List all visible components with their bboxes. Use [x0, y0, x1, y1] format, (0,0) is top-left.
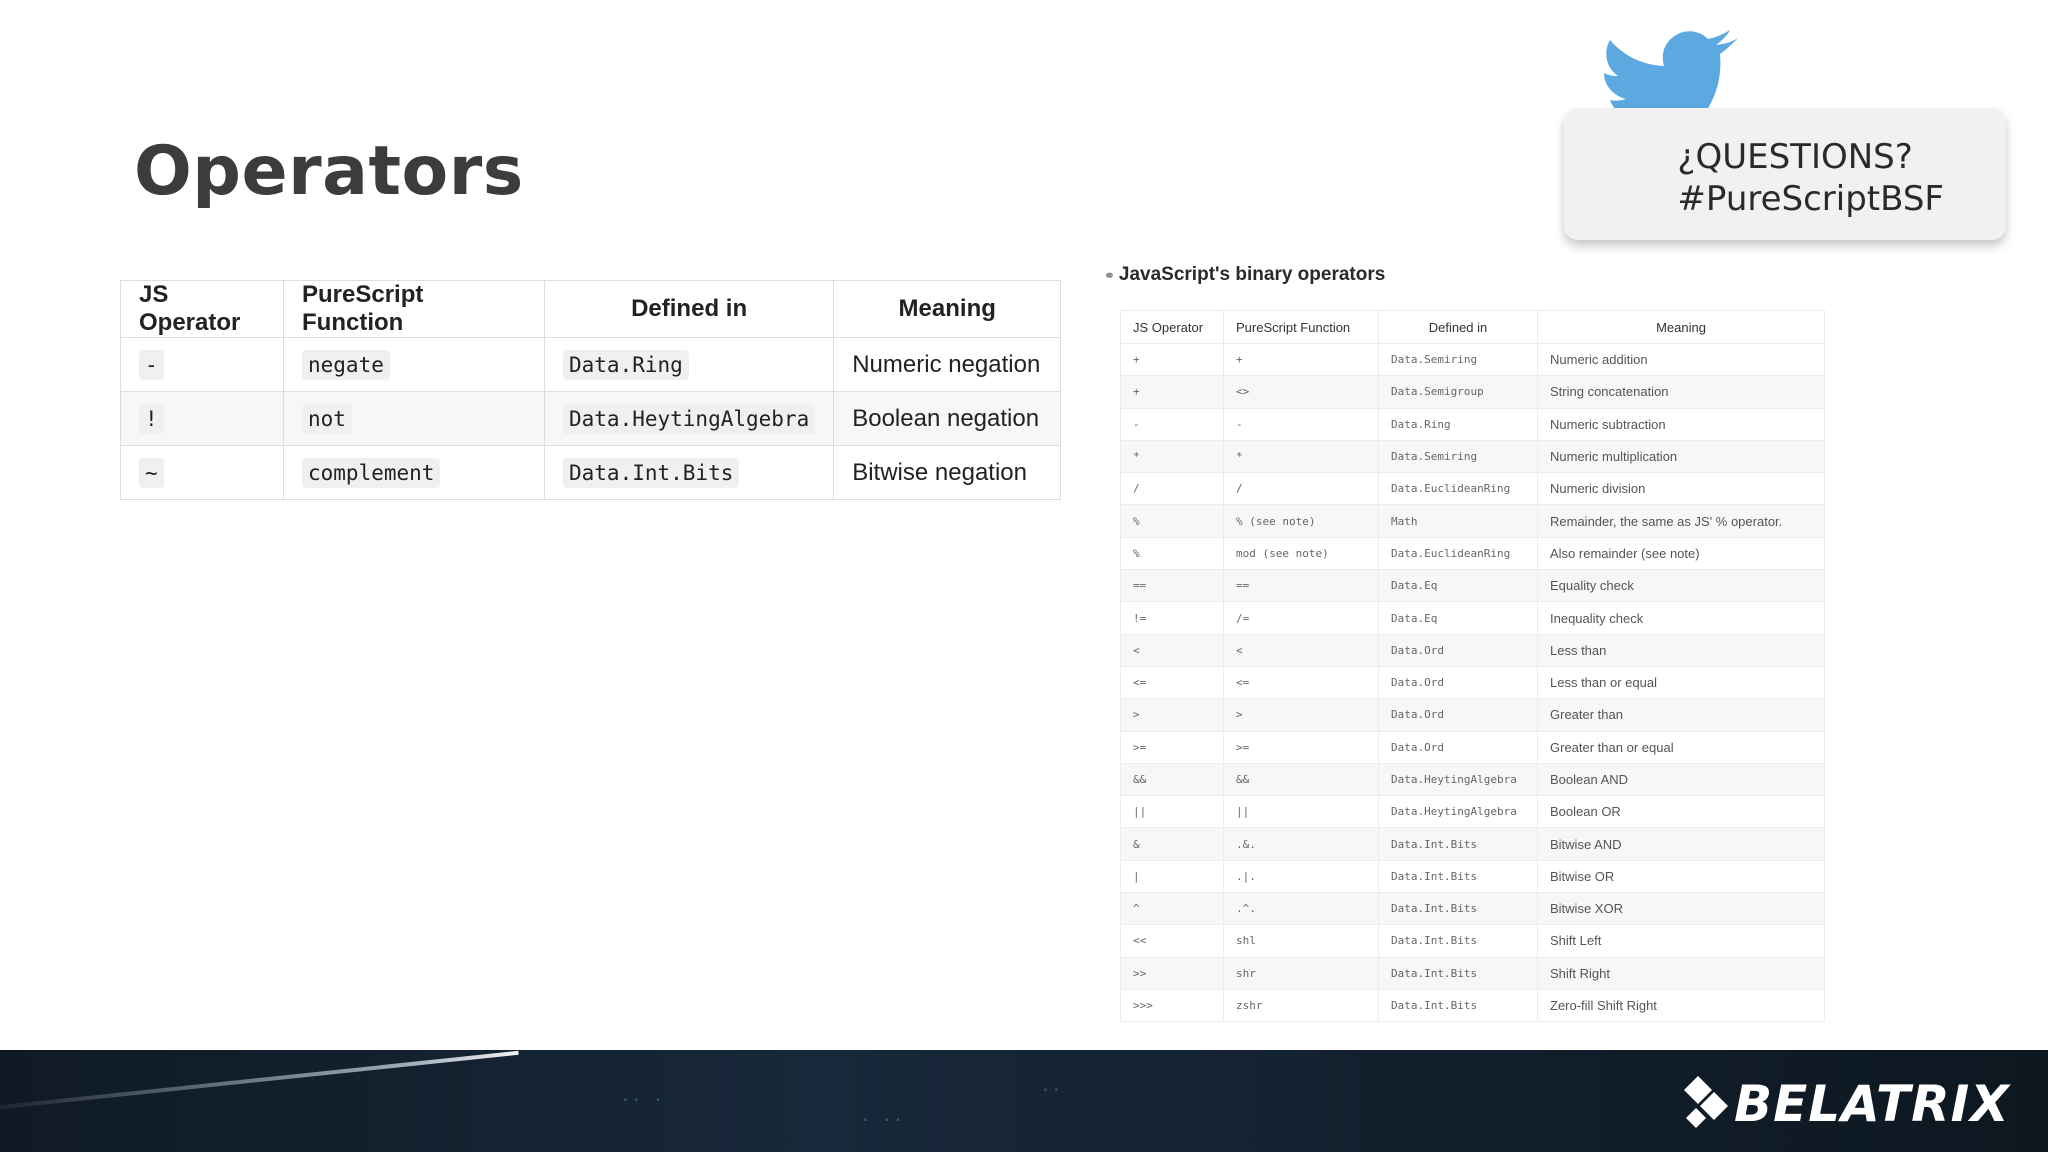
module-cell: Data.Semiring: [1379, 344, 1538, 376]
js-operator-cell: &&: [1121, 763, 1224, 795]
binary-operators-table: [1120, 310, 1825, 1022]
js-operator-cell: <<: [1121, 925, 1224, 957]
meaning-cell: Numeric division: [1538, 473, 1825, 505]
meaning-cell: Remainder, the same as JS' % operator.: [1538, 505, 1825, 537]
js-operator-cell: |: [1121, 860, 1224, 892]
js-operator-cell: &: [1121, 828, 1224, 860]
js-operator-cell: >=: [1121, 731, 1224, 763]
js-operator-cell: /: [1121, 473, 1224, 505]
module-cell: Math: [1379, 505, 1538, 537]
module-cell: Data.HeytingAlgebra: [1379, 763, 1538, 795]
purescript-function-cell: not: [302, 404, 352, 434]
table-row: [1121, 344, 1825, 376]
purescript-function-cell: <: [1224, 634, 1379, 666]
table-row: [1121, 376, 1825, 408]
table-row: [1121, 989, 1825, 1021]
purescript-function-cell: /=: [1224, 602, 1379, 634]
module-cell: Data.Ring: [563, 350, 689, 380]
table-row: [1121, 634, 1825, 666]
js-operator-cell: %: [1121, 505, 1224, 537]
col-header-purescript-function: PureScript Function: [1224, 311, 1379, 344]
module-cell: Data.Eq: [1379, 570, 1538, 602]
module-cell: Data.Int.Bits: [1379, 860, 1538, 892]
js-operator-cell: ==: [1121, 570, 1224, 602]
meaning-cell: Greater than or equal: [1538, 731, 1825, 763]
purescript-function-cell: /: [1224, 473, 1379, 505]
purescript-function-cell: % (see note): [1224, 505, 1379, 537]
module-cell: Data.EuclideanRing: [1379, 537, 1538, 569]
table-row: [1121, 570, 1825, 602]
module-cell: Data.HeytingAlgebra: [1379, 796, 1538, 828]
table-row: [1121, 925, 1825, 957]
belatrix-logo-text: BELATRIX: [1734, 1075, 2010, 1133]
js-operator-cell: >: [1121, 699, 1224, 731]
meaning-cell: Numeric multiplication: [1538, 440, 1825, 472]
purescript-function-cell: shl: [1224, 925, 1379, 957]
table-row: [1121, 957, 1825, 989]
purescript-function-cell: negate: [302, 350, 390, 380]
meaning-cell: Numeric addition: [1538, 344, 1825, 376]
table-row: [1121, 796, 1825, 828]
table-row: [121, 338, 1061, 392]
col-header-defined-in: Defined in: [1379, 311, 1538, 344]
module-cell: Data.Int.Bits: [563, 458, 739, 488]
js-operator-cell: -: [1121, 408, 1224, 440]
purescript-function-cell: zshr: [1224, 989, 1379, 1021]
table-row: [121, 392, 1061, 446]
purescript-function-cell: .|.: [1224, 860, 1379, 892]
js-operator-cell: <: [1121, 634, 1224, 666]
purescript-function-cell: shr: [1224, 957, 1379, 989]
table-row: [1121, 828, 1825, 860]
purescript-function-cell: >: [1224, 699, 1379, 731]
hashtag-line: #PureScriptBSF: [1677, 179, 1944, 219]
purescript-function-cell: -: [1224, 408, 1379, 440]
questions-line: ¿QUESTIONS?: [1677, 137, 1913, 177]
meaning-cell: Numeric subtraction: [1538, 408, 1825, 440]
table-row: [1121, 731, 1825, 763]
js-operator-cell: -: [139, 350, 164, 380]
unary-operators-table: [120, 280, 1061, 500]
purescript-function-cell: &&: [1224, 763, 1379, 795]
table-row: [1121, 763, 1825, 795]
questions-card: [1564, 108, 2006, 240]
decorative-dots: ··: [1040, 1080, 1062, 1101]
table-row: [1121, 666, 1825, 698]
purescript-function-cell: mod (see note): [1224, 537, 1379, 569]
purescript-function-cell: complement: [302, 458, 440, 488]
module-cell: Data.Semiring: [1379, 440, 1538, 472]
table-row: [1121, 860, 1825, 892]
table-row: [1121, 505, 1825, 537]
meaning-cell: Bitwise XOR: [1538, 893, 1825, 925]
purescript-function-cell: .^.: [1224, 893, 1379, 925]
col-header-defined-in: Defined in: [545, 281, 834, 338]
module-cell: Data.Int.Bits: [1379, 893, 1538, 925]
module-cell: Data.EuclideanRing: [1379, 473, 1538, 505]
meaning-cell: Shift Left: [1538, 925, 1825, 957]
purescript-function-cell: >=: [1224, 731, 1379, 763]
module-cell: Data.Ord: [1379, 666, 1538, 698]
js-operator-cell: ||: [1121, 796, 1224, 828]
module-cell: Data.Int.Bits: [1379, 989, 1538, 1021]
col-header-purescript-function: PureScript Function: [284, 281, 545, 338]
binary-operators-heading: [1104, 264, 1385, 286]
module-cell: Data.HeytingAlgebra: [563, 404, 815, 434]
js-operator-cell: +: [1121, 376, 1224, 408]
table-row: [1121, 602, 1825, 634]
meaning-cell: Bitwise OR: [1538, 860, 1825, 892]
meaning-cell: Zero-fill Shift Right: [1538, 989, 1825, 1021]
purescript-function-cell: .&.: [1224, 828, 1379, 860]
js-operator-cell: !: [139, 404, 164, 434]
meaning-cell: Equality check: [1538, 570, 1825, 602]
js-operator-cell: !=: [1121, 602, 1224, 634]
table-row: [1121, 893, 1825, 925]
binary-operators-heading-text: JavaScript's binary operators: [1118, 264, 1386, 285]
purescript-function-cell: +: [1224, 344, 1379, 376]
module-cell: Data.Int.Bits: [1379, 828, 1538, 860]
light-streak: [0, 1051, 519, 1114]
table-row: [1121, 537, 1825, 569]
purescript-function-cell: <=: [1224, 666, 1379, 698]
meaning-cell: Also remainder (see note): [1538, 537, 1825, 569]
module-cell: Data.Ord: [1379, 731, 1538, 763]
js-operator-cell: <=: [1121, 666, 1224, 698]
meaning-cell: Boolean negation: [834, 392, 1061, 446]
js-operator-cell: ~: [139, 458, 164, 488]
meaning-cell: String concatenation: [1538, 376, 1825, 408]
col-header-meaning: Meaning: [1538, 311, 1825, 344]
js-operator-cell: >>>: [1121, 989, 1224, 1021]
meaning-cell: Boolean OR: [1538, 796, 1825, 828]
table-row: [121, 446, 1061, 500]
module-cell: Data.Ord: [1379, 699, 1538, 731]
js-operator-cell: *: [1121, 440, 1224, 472]
module-cell: Data.Eq: [1379, 602, 1538, 634]
link-icon: ⚭: [1104, 268, 1115, 283]
meaning-cell: Inequality check: [1538, 602, 1825, 634]
meaning-cell: Less than: [1538, 634, 1825, 666]
js-operator-cell: %: [1121, 537, 1224, 569]
col-header-meaning: Meaning: [834, 281, 1061, 338]
slide-title: Operators: [134, 132, 524, 211]
table-row: [1121, 408, 1825, 440]
purescript-function-cell: <>: [1224, 376, 1379, 408]
module-cell: Data.Ring: [1379, 408, 1538, 440]
meaning-cell: Bitwise negation: [834, 446, 1061, 500]
table-row: [1121, 440, 1825, 472]
module-cell: Data.Semigroup: [1379, 376, 1538, 408]
js-operator-cell: +: [1121, 344, 1224, 376]
meaning-cell: Bitwise AND: [1538, 828, 1825, 860]
meaning-cell: Numeric negation: [834, 338, 1061, 392]
module-cell: Data.Ord: [1379, 634, 1538, 666]
purescript-function-cell: ||: [1224, 796, 1379, 828]
col-header-js-operator: JS Operator: [1121, 311, 1224, 344]
js-operator-cell: ^: [1121, 893, 1224, 925]
module-cell: Data.Int.Bits: [1379, 957, 1538, 989]
belatrix-diamond-icon: [1684, 1076, 1728, 1132]
belatrix-logo: [1684, 1076, 2010, 1132]
meaning-cell: Greater than: [1538, 699, 1825, 731]
table-row: [1121, 473, 1825, 505]
table-row: [1121, 699, 1825, 731]
col-header-js-operator: JS Operator: [121, 281, 284, 338]
decorative-dots: · ··: [860, 1110, 904, 1131]
meaning-cell: Shift Right: [1538, 957, 1825, 989]
module-cell: Data.Int.Bits: [1379, 925, 1538, 957]
purescript-function-cell: ==: [1224, 570, 1379, 602]
js-operator-cell: >>: [1121, 957, 1224, 989]
purescript-function-cell: *: [1224, 440, 1379, 472]
meaning-cell: Boolean AND: [1538, 763, 1825, 795]
decorative-dots: ·· ·: [620, 1090, 664, 1111]
meaning-cell: Less than or equal: [1538, 666, 1825, 698]
